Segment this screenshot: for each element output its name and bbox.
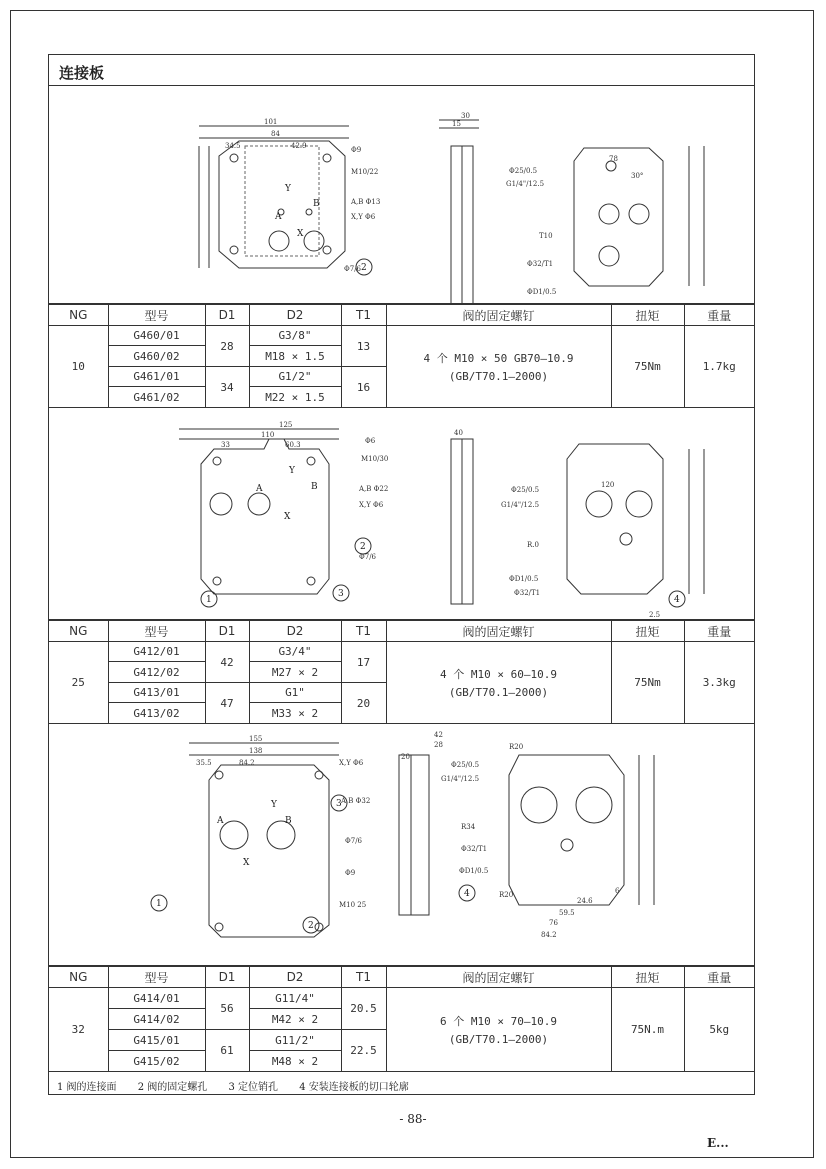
- callout: ΦD1/0.5: [459, 867, 489, 875]
- t1-cell: 20: [341, 683, 386, 724]
- legend-item: 4 安装连接板的切口轮廓: [299, 1082, 409, 1093]
- d2-cell: G3/4": [249, 642, 341, 662]
- dim-label: 24.6: [577, 897, 593, 905]
- d1-cell: 34: [205, 367, 249, 408]
- model-cell: G461/02: [108, 387, 205, 408]
- model-cell: G415/02: [108, 1051, 205, 1072]
- callout: M10 25: [339, 901, 367, 909]
- ng-cell: 10: [49, 326, 108, 408]
- port-label: A: [217, 816, 224, 826]
- header-weight: 重量: [684, 305, 754, 326]
- port-label: X: [297, 229, 304, 239]
- header-t1: T1: [341, 967, 386, 988]
- model-cell: G415/01: [108, 1030, 205, 1051]
- dim-label: 30: [461, 112, 470, 120]
- d2-cell: G11/2": [249, 1030, 341, 1051]
- d2-cell: M48 × 2: [249, 1051, 341, 1072]
- screw-line: 4 个 M10 × 60—10.9: [440, 668, 557, 681]
- dim-label: 120: [601, 481, 615, 489]
- front-view: [199, 126, 349, 304]
- d2-cell: M33 × 2: [249, 703, 341, 724]
- d1-cell: 56: [205, 988, 249, 1030]
- subplate-drawing-ng10: [49, 86, 754, 304]
- spec-sheet: [48, 54, 755, 1095]
- subplate-drawing-ng32: [49, 725, 754, 966]
- screw-cell: [386, 642, 611, 724]
- dim-label: 84.2: [541, 931, 557, 939]
- header-weight: 重量: [684, 967, 754, 988]
- callout: Φ25/0.5: [509, 167, 538, 175]
- d2-cell: M22 × 1.5: [249, 387, 341, 408]
- screw-cell: [386, 988, 611, 1072]
- d2-cell: G11/4": [249, 988, 341, 1009]
- callout: R34: [461, 823, 476, 831]
- header-screws: 阀的固定螺钉: [386, 621, 611, 642]
- spec-table-ng10: [49, 304, 754, 408]
- d2-cell: M42 × 2: [249, 1009, 341, 1030]
- header-t1: T1: [341, 621, 386, 642]
- port-label: B: [311, 482, 318, 492]
- port-label: Y: [285, 184, 291, 194]
- callout-num-2: 2: [308, 921, 314, 931]
- dim-label: 20: [401, 753, 410, 761]
- callout: Φ6: [365, 437, 376, 445]
- callout: Φ32/T1: [527, 260, 554, 268]
- d1-cell: 28: [205, 326, 249, 367]
- d1-cell: 61: [205, 1030, 249, 1072]
- callout-num-2: 2: [360, 542, 366, 552]
- callout: T10: [539, 232, 553, 240]
- callout: Φ25/0.5: [511, 486, 540, 494]
- header-d2: D2: [249, 967, 341, 988]
- screw-line: 4 个 M10 × 50 GB70—10.9: [423, 352, 574, 365]
- dim-label: R20: [509, 743, 524, 751]
- dim-label: 60.3: [285, 441, 301, 449]
- dim-label: 2.5: [649, 611, 661, 619]
- weight-cell: 1.7kg: [684, 326, 754, 408]
- callout: X,Y Φ6: [359, 501, 384, 509]
- weight-cell: 5kg: [684, 988, 754, 1072]
- port-label: X: [243, 858, 250, 868]
- callout: Φ7/6: [359, 553, 377, 561]
- callout-num-2: 2: [361, 263, 367, 273]
- header-ng: NG: [49, 305, 108, 326]
- model-cell: G460/01: [108, 326, 205, 346]
- drawing-ng10: [49, 86, 754, 304]
- dim-label: 125: [279, 421, 293, 429]
- drawing-ng32: [49, 725, 754, 966]
- callout-num-4: 4: [464, 889, 470, 899]
- screw-standard: (GB/T70.1—2000): [448, 686, 549, 699]
- callout: A,B Φ13: [351, 198, 381, 206]
- callout: Φ9: [351, 146, 362, 154]
- dim-label: 78: [609, 155, 618, 163]
- ng-cell: 32: [49, 988, 108, 1072]
- callout: R.0: [527, 541, 539, 549]
- callout: M10/30: [361, 455, 389, 463]
- dim-label: 35.5: [196, 759, 212, 767]
- port-label: B: [313, 199, 320, 209]
- d2-cell: G1/2": [249, 367, 341, 387]
- port-label: A: [256, 484, 263, 494]
- header-weight: 重量: [684, 621, 754, 642]
- page-number: - 88-: [399, 1112, 427, 1126]
- header-ng: NG: [49, 621, 108, 642]
- header-model: 型号: [108, 305, 205, 326]
- header-ng: NG: [49, 967, 108, 988]
- dim-label: R20: [499, 891, 514, 899]
- callout: Φ7/6: [344, 265, 362, 273]
- model-cell: G414/01: [108, 988, 205, 1009]
- dim-label: 76: [549, 919, 558, 927]
- callout: G1/4"/12.5: [506, 180, 545, 188]
- callout-num-1: 1: [156, 899, 162, 909]
- model-cell: G412/02: [108, 662, 205, 683]
- spec-table-ng25: [49, 620, 754, 724]
- callout-num-1: 1: [206, 595, 212, 605]
- page-title: 连接板: [49, 55, 754, 86]
- dim-label: 28: [434, 741, 443, 749]
- header-t1: T1: [341, 305, 386, 326]
- dim-label: 42.9: [291, 142, 307, 150]
- port-label: Y: [271, 800, 277, 810]
- legend-item: 2 阀的固定螺孔: [137, 1082, 208, 1093]
- header-torque: 扭矩: [611, 621, 684, 642]
- screw-cell: [386, 326, 611, 408]
- dim-label: 15: [452, 120, 461, 128]
- legend-item: 3 定位销孔: [228, 1082, 279, 1093]
- t1-cell: 16: [341, 367, 386, 408]
- header-d2: D2: [249, 305, 341, 326]
- callout: G1/4"/12.5: [441, 775, 480, 783]
- callout: A,B Φ32: [341, 797, 371, 805]
- dim-label: 155: [249, 735, 263, 743]
- port-label: Y: [289, 466, 295, 476]
- spec-table-ng32: [49, 966, 754, 1072]
- header-model: 型号: [108, 621, 205, 642]
- t1-cell: 22.5: [341, 1030, 386, 1072]
- ng-cell: 25: [49, 642, 108, 724]
- d2-cell: M18 × 1.5: [249, 346, 341, 367]
- callout: G1/4"/12.5: [501, 501, 540, 509]
- callout: Φ25/0.5: [451, 761, 480, 769]
- dim-label: 101: [264, 118, 278, 126]
- d1-cell: 42: [205, 642, 249, 683]
- model-cell: G413/02: [108, 703, 205, 724]
- callout: X,Y Φ6: [351, 213, 376, 221]
- dim-label: 84: [271, 130, 280, 138]
- dim-label: 40: [454, 429, 463, 437]
- d2-cell: G1": [249, 683, 341, 703]
- header-torque: 扭矩: [611, 967, 684, 988]
- callout: Φ32/T1: [514, 589, 541, 597]
- dim-label: 59.5: [559, 909, 575, 917]
- callout: Φ9: [345, 869, 356, 877]
- header-d1: D1: [205, 621, 249, 642]
- header-d1: D1: [205, 305, 249, 326]
- callout-num-4: 4: [674, 595, 680, 605]
- screw-standard: (GB/T70.1—2000): [448, 1033, 549, 1046]
- d2-cell: G3/8": [249, 326, 341, 346]
- subplate-drawing-ng25: [49, 409, 754, 620]
- footer-mark: E...: [707, 1136, 729, 1150]
- header-screws: 阀的固定螺钉: [386, 305, 611, 326]
- torque-cell: 75Nm: [611, 642, 684, 724]
- t1-cell: 13: [341, 326, 386, 367]
- callout: Φ32/T1: [461, 845, 488, 853]
- port-label: A: [275, 212, 282, 222]
- model-cell: G414/02: [108, 1009, 205, 1030]
- header-screws: 阀的固定螺钉: [386, 967, 611, 988]
- callout: M10/22: [351, 168, 379, 176]
- callout: ΦD1/0.5: [509, 575, 539, 583]
- dim-label: 110: [261, 431, 275, 439]
- legend-item: 1 阀的连接面: [57, 1082, 117, 1093]
- header-model: 型号: [108, 967, 205, 988]
- screw-line: 6 个 M10 × 70—10.9: [440, 1015, 557, 1028]
- callout: Φ7/6: [345, 837, 363, 845]
- callout: A,B Φ22: [359, 485, 389, 493]
- t1-cell: 20.5: [341, 988, 386, 1030]
- weight-cell: 3.3kg: [684, 642, 754, 724]
- dim-label: 138: [249, 747, 263, 755]
- back-view: [574, 146, 704, 304]
- callout: ΦD1/0.5: [527, 288, 557, 296]
- model-cell: G461/01: [108, 367, 205, 387]
- torque-cell: 75Nm: [611, 326, 684, 408]
- model-cell: G412/01: [108, 642, 205, 662]
- port-label: X: [284, 512, 291, 522]
- model-cell: G413/01: [108, 683, 205, 703]
- dim-label: 34.5: [225, 142, 241, 150]
- callout: X,Y Φ6: [339, 759, 364, 767]
- legend: [49, 1073, 754, 1095]
- drawing-ng25: [49, 409, 754, 620]
- t1-cell: 17: [341, 642, 386, 683]
- header-torque: 扭矩: [611, 305, 684, 326]
- callout-num-3: 3: [338, 589, 344, 599]
- d1-cell: 47: [205, 683, 249, 724]
- port-label: B: [285, 816, 292, 826]
- d2-cell: M27 × 2: [249, 662, 341, 683]
- dim-label: 30°: [631, 172, 644, 180]
- header-d1: D1: [205, 967, 249, 988]
- dim-label: 42: [434, 731, 443, 739]
- screw-standard: (GB/T70.1—2000): [448, 370, 549, 383]
- dim-label: 33: [221, 441, 230, 449]
- callout-num-3: 3: [336, 799, 342, 809]
- side-view: [439, 120, 479, 304]
- dim-label: 84.2: [239, 759, 255, 767]
- dim-label: 6: [615, 887, 620, 895]
- header-d2: D2: [249, 621, 341, 642]
- torque-cell: 75N.m: [611, 988, 684, 1072]
- model-cell: G460/02: [108, 346, 205, 367]
